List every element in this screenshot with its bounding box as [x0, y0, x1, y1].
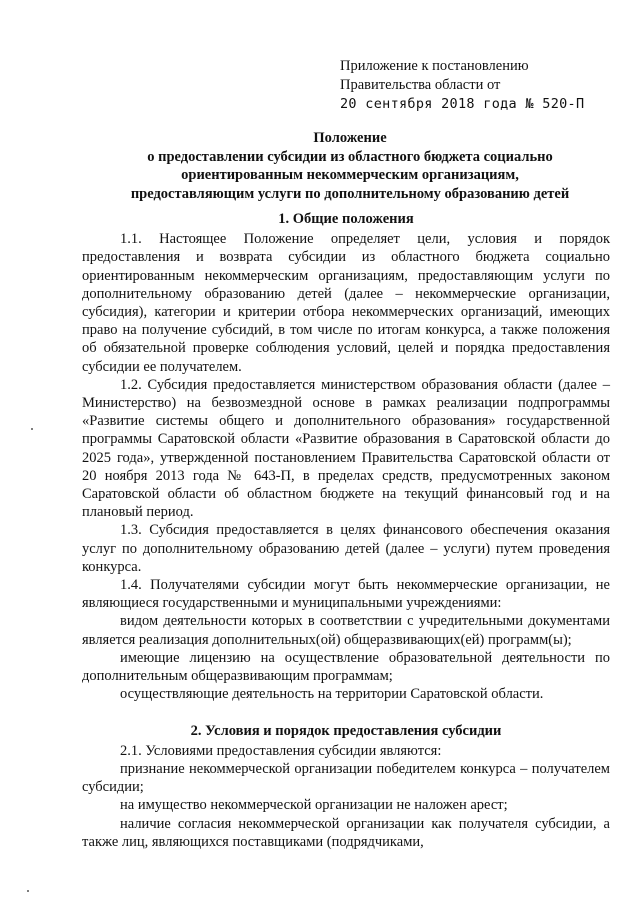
section-1-heading: 1. Общие положения	[278, 211, 414, 227]
annex-line-2: Правительства области от	[340, 77, 501, 93]
title-line-4: предоставляющим услуги по дополнительному образованию детей	[130, 185, 570, 202]
paragraph-1-1: 1.1. Настоящее Положение определяет цели, условия и порядок предоставления и возврата субсидии из областного бюджета социально ориентированным некоммерческим организациям, предоставляющим услуги по дополнительному образованию детей (далее – некоммерческие организации, субсидия), категории и критерии отбора некоммерческих организаций, имеющих право на получение субсидий, в том числе по итогам конкурса, а также положения об обязательной проверке соблюдения условий, целей и порядка предоставления субсидии ее получателем.	[82, 231, 610, 375]
annex-note	[340, 57, 584, 114]
title-line-2: о предоставлении субсидии из областного бюджета социально	[147, 148, 553, 165]
document-body	[82, 210, 610, 851]
scan-speck	[27, 890, 29, 892]
paragraph-1-2: 1.2. Субсидия предоставляется министерством образования области (далее – Министерство) на безвозмездной основе в рамках реализации подпрограммы «Развитие системы общего и дополнительного образования» государственной программы Саратовской области «Развитие образования в Саратовской области до 2025 года», утвержденной постановлением Правительства Саратовской области от 20 ноября 2013 года № 643-П, в пределах средств, предусмотренных законом Саратовской области об областном бюджете на текущий финансовый год и на плановый период.	[82, 376, 610, 521]
paragraph-1-4: 1.4. Получателями субсидии могут быть некоммерческие организации, не являющиеся государственными и муниципальными учреждениями:	[82, 577, 610, 612]
paragraph-2-1: 2.1. Условиями предоставления субсидии являются:	[120, 742, 442, 759]
paragraph-1-3: 1.3. Субсидия предоставляется в целях финансового обеспечения оказания услуг по дополнительному образованию детей (далее – услуги) путем проведения конкурса.	[82, 522, 610, 575]
paragraph-2-1-item-3: наличие согласия некоммерческой организации как получателя субсидии, а также лиц, являющихся поставщиками (подрядчиками,	[82, 815, 610, 850]
annex-line-1: Приложение к постановлению	[340, 58, 529, 74]
paragraph-2-1-item-2: на имущество некоммерческой организации не наложен арест;	[120, 797, 508, 814]
section-2-heading: 2. Условия и порядок предоставления субсидии	[190, 723, 502, 740]
document-title	[80, 129, 620, 203]
scan-speck	[31, 428, 33, 430]
paragraph-1-4-item-2: имеющие лицензию на осуществление образовательной деятельности по дополнительным общеразвивающим программам;	[82, 649, 610, 685]
paragraph-1-4-item-3: осуществляющие деятельность на территории Саратовской области.	[120, 686, 544, 703]
title-line-3: ориентированным некоммерческим организациям,	[181, 167, 519, 183]
paragraph-2-1-item-1: признание некоммерческой организации победителем конкурса – получателем субсидии;	[82, 760, 610, 796]
title-line-1: Положение	[313, 130, 387, 146]
annex-date-stamp: 20 сентября 2018 года № 520-П	[340, 96, 585, 112]
paragraph-1-4-item-1: видом деятельности которых в соответствии с учредительными документами является реализация дополнительных(ой) общеразвивающих(ей) программ(ы);	[82, 613, 610, 648]
